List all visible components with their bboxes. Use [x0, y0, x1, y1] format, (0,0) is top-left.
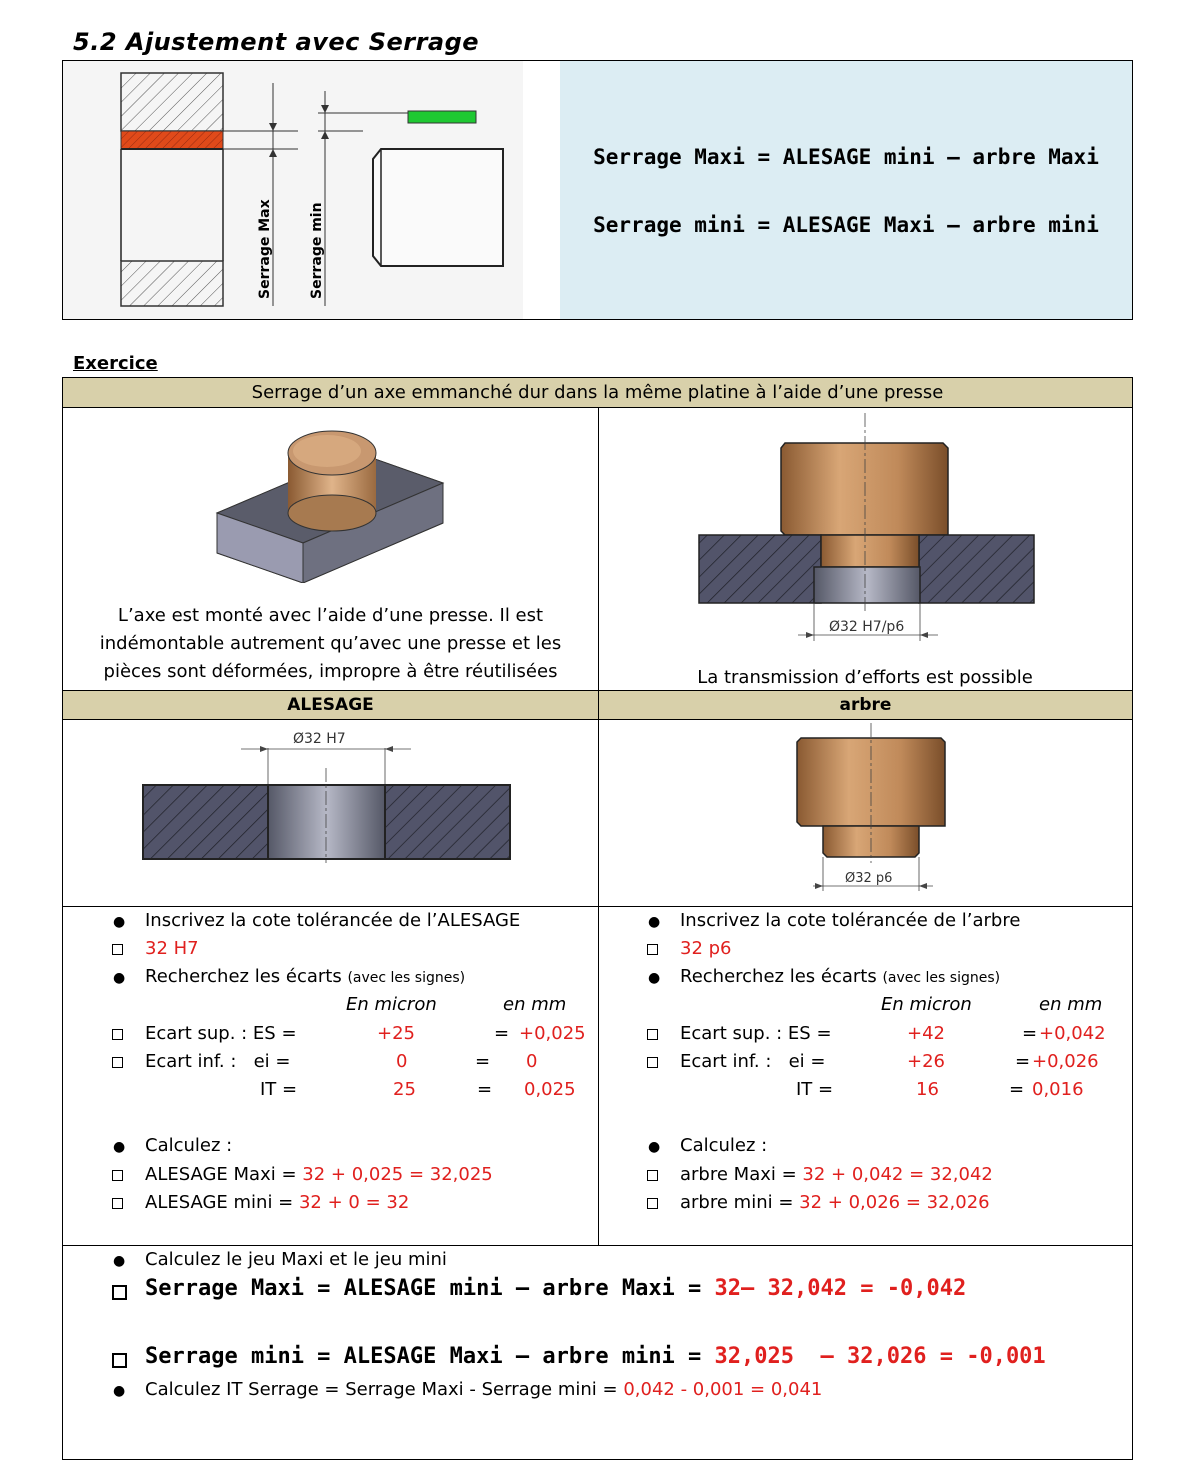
- left-caption: [63, 602, 598, 686]
- formula-panel: [560, 61, 1132, 319]
- arbre-it-eq: =: [1009, 1079, 1025, 1100]
- arbre-q2-note: (avec les signes): [882, 970, 1001, 986]
- bore-section-drawing: [133, 723, 533, 863]
- col-header-alesage: ALESAGE: [63, 691, 598, 720]
- exercice-label: Exercice: [73, 353, 158, 374]
- arbre-max: [680, 1164, 993, 1185]
- bullet-icon: ●: [113, 1253, 126, 1269]
- bullet-icon: ●: [648, 970, 661, 986]
- alesage-max: [145, 1164, 493, 1185]
- checkbox-icon: [112, 944, 123, 955]
- bottom-it-label: Calculez IT Serrage = Serrage Maxi - Serrage mini =: [145, 1379, 624, 1400]
- bottom-it-value: 0,042 - 0,001 = 0,041: [623, 1379, 823, 1400]
- checkbox-icon: [112, 1285, 127, 1300]
- alesage-es-eq: =: [494, 1023, 510, 1044]
- bullet-icon: ●: [113, 914, 126, 930]
- bottom-l2-label: Serrage mini = ALESAGE Maxi – arbre mini =: [145, 1344, 715, 1369]
- alesage-q1: Inscrivez la cote tolérancée de l’ALESAGE: [145, 910, 521, 931]
- dim-arbre: Ø32 p6: [845, 871, 893, 886]
- alesage-it-mm: 0,025: [524, 1079, 576, 1100]
- dim-assembly: Ø32 H7/p6: [829, 619, 905, 635]
- alesage-ei-micron: 0: [396, 1051, 408, 1072]
- label-serrage-min: Serrage min: [309, 202, 325, 299]
- arbre-es-label: Ecart sup. : ES =: [680, 1023, 832, 1044]
- arbre-q2-text: Recherchez les écarts: [680, 966, 877, 987]
- checkbox-icon: [647, 1057, 658, 1068]
- alesage-ei-mm: 0: [526, 1051, 538, 1072]
- alesage-ei-label: Ecart inf. : ei =: [145, 1051, 291, 1072]
- arbre-max-value: 32 + 0,042 = 32,042: [802, 1164, 993, 1185]
- bullet-icon: ●: [648, 1139, 661, 1155]
- arbre-es-mm: +0,042: [1039, 1023, 1106, 1044]
- bullet-icon: ●: [113, 970, 126, 986]
- divider: [63, 1245, 1132, 1246]
- arbre-it-micron: 16: [916, 1079, 939, 1100]
- arbre-q1: Inscrivez la cote tolérancée de l’arbre: [680, 910, 1021, 931]
- bottom-l2-value: 32,025 – 32,026 = -0,001: [714, 1344, 1046, 1369]
- checkbox-icon: [112, 1198, 123, 1209]
- shaft-drawing: [783, 723, 983, 893]
- checkbox-icon: [647, 1029, 658, 1040]
- arbre-min: [680, 1192, 990, 1213]
- checkbox-icon: [647, 944, 658, 955]
- alesage-q3: Calculez :: [145, 1135, 233, 1156]
- bottom-l1-value: 32– 32,042 = -0,042: [714, 1276, 967, 1301]
- alesage-es-mm: +0,025: [519, 1023, 586, 1044]
- column-divider: [598, 408, 599, 1245]
- arbre-max-label: arbre Maxi =: [680, 1164, 803, 1185]
- arbre-min-value: 32 + 0,026 = 32,026: [799, 1192, 990, 1213]
- checkbox-icon: [647, 1170, 658, 1181]
- alesage-es-label: Ecart sup. : ES =: [145, 1023, 297, 1044]
- bottom-serrage-mini: [145, 1344, 1046, 1369]
- alesage-es-micron: +25: [377, 1023, 415, 1044]
- checkbox-icon: [112, 1353, 127, 1368]
- alesage-min: [145, 1192, 409, 1213]
- arbre-es-eq: =: [1022, 1023, 1038, 1044]
- exercise-table: [62, 377, 1133, 1460]
- arbre-es-micron: +42: [907, 1023, 945, 1044]
- col-header-arbre: arbre: [599, 691, 1132, 720]
- alesage-ei-eq: =: [475, 1051, 491, 1072]
- page-title: 5.2 Ajustement avec Serrage: [73, 28, 480, 56]
- interference-diagram: [63, 61, 561, 319]
- arbre-ei-mm: +0,026: [1032, 1051, 1099, 1072]
- alesage-it-micron: 25: [393, 1079, 416, 1100]
- alesage-min-label: ALESAGE mini =: [145, 1192, 299, 1213]
- left-caption-line2: indémontable autrement qu’avec une presse et les: [99, 633, 562, 654]
- bullet-icon: ●: [648, 914, 661, 930]
- label-serrage-max: Serrage Max: [257, 199, 273, 299]
- arbre-it-mm: 0,016: [1032, 1079, 1084, 1100]
- alesage-h-mm: en mm: [503, 994, 567, 1015]
- checkbox-icon: [112, 1029, 123, 1040]
- dim-alesage: Ø32 H7: [293, 731, 346, 747]
- left-caption-line3: pièces sont déformées, impropre à être réutilisées: [103, 661, 558, 682]
- divider: [63, 906, 1132, 907]
- bullet-icon: ●: [113, 1139, 126, 1155]
- alesage-q2-text: Recherchez les écarts: [145, 966, 342, 987]
- bottom-it: [145, 1379, 822, 1400]
- arbre-h-mm: en mm: [1039, 994, 1103, 1015]
- bottom-serrage-maxi: [145, 1276, 966, 1301]
- iso-assembly-illustration: [203, 423, 503, 583]
- alesage-it-label: IT =: [260, 1079, 298, 1100]
- alesage-min-value: 32 + 0 = 32: [298, 1192, 410, 1213]
- checkbox-icon: [112, 1057, 123, 1068]
- bullet-icon: ●: [113, 1383, 126, 1399]
- checkbox-icon: [647, 1198, 658, 1209]
- bottom-q: Calculez le jeu Maxi et le jeu mini: [145, 1249, 447, 1270]
- section-assembly-drawing: [693, 413, 1038, 648]
- alesage-q2: [145, 966, 465, 987]
- arbre-q3: Calculez :: [680, 1135, 768, 1156]
- formula-box: [62, 60, 1133, 320]
- interference-diagram-svg: [63, 61, 560, 319]
- right-caption: La transmission d’efforts est possible: [697, 667, 1033, 688]
- arbre-ei-eq: =: [1015, 1051, 1031, 1072]
- formula-serrage-maxi: Serrage Maxi = ALESAGE mini – arbre Maxi: [593, 145, 1099, 169]
- arbre-ei-label: Ecart inf. : ei =: [680, 1051, 826, 1072]
- arbre-ei-micron: +26: [907, 1051, 945, 1072]
- alesage-max-value: 32 + 0,025 = 32,025: [302, 1164, 493, 1185]
- arbre-a1: 32 p6: [680, 938, 732, 959]
- arbre-q2: [680, 966, 1000, 987]
- bottom-l1-label: Serrage Maxi = ALESAGE mini – arbre Maxi =: [145, 1276, 715, 1301]
- checkbox-icon: [112, 1170, 123, 1181]
- arbre-min-label: arbre mini =: [680, 1192, 800, 1213]
- formula-serrage-mini: Serrage mini = ALESAGE Maxi – arbre mini: [593, 213, 1099, 237]
- arbre-h-micron: En micron: [881, 994, 972, 1015]
- left-caption-line1: L’axe est monté avec l’aide d’une presse. Il est: [117, 605, 544, 626]
- alesage-h-micron: En micron: [346, 994, 437, 1015]
- alesage-q2-note: (avec les signes): [347, 970, 466, 986]
- alesage-max-label: ALESAGE Maxi =: [145, 1164, 303, 1185]
- alesage-a1: 32 H7: [145, 938, 199, 959]
- arbre-it-label: IT =: [796, 1079, 834, 1100]
- alesage-it-eq: =: [477, 1079, 493, 1100]
- exercise-header: Serrage d’un axe emmanché dur dans la même platine à l’aide d’une presse: [63, 378, 1132, 408]
